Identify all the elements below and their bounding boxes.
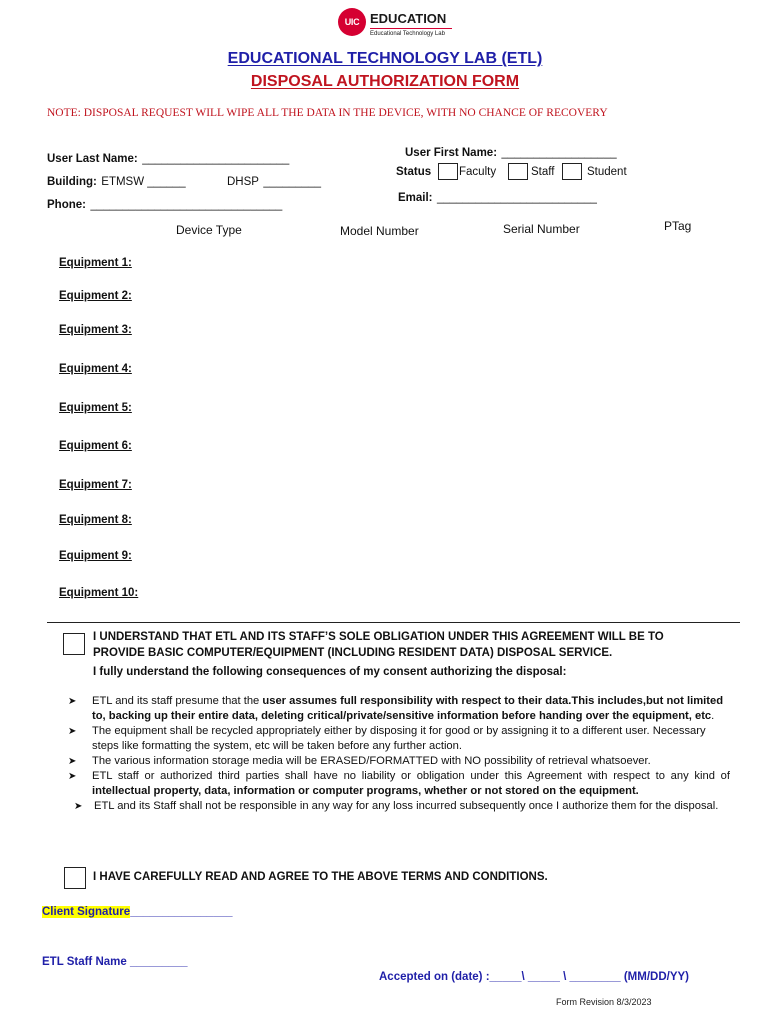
arrow-bullet-icon: ➤ [68, 756, 77, 767]
logo-subtitle: Educational Technology Lab [370, 31, 445, 37]
column-serial-number: Serial Number [503, 222, 580, 236]
status-faculty-label: Faculty [459, 166, 497, 178]
warning-note: NOTE: DISPOSAL REQUEST WILL WIPE ALL THE DATA IN THE DEVICE, WITH NO CHANCE OF RECOVERY [47, 107, 608, 119]
accepted-date-field[interactable]: Accepted on (date) :_____\ _____ \ ________ (MM/DD/YY) [379, 971, 689, 983]
last-name-blank[interactable]: _______________________ [142, 153, 290, 165]
email-label: Email: [398, 192, 433, 204]
etl-staff-name-blank[interactable]: _________ [129, 956, 188, 968]
building-field[interactable] [47, 172, 186, 190]
dhsp-field[interactable] [227, 172, 321, 190]
arrow-bullet-icon: ➤ [68, 696, 77, 707]
consequences-list [60, 694, 730, 814]
phone-field[interactable] [47, 195, 282, 213]
dhsp-label: DHSP [227, 176, 259, 188]
equipment-row-3[interactable]: Equipment 3: [59, 324, 132, 336]
equipment-row-1[interactable]: Equipment 1: [59, 257, 132, 269]
status-staff-checkbox[interactable] [508, 163, 528, 180]
etl-staff-name-field[interactable] [42, 956, 188, 968]
email-blank[interactable]: _________________________ [436, 192, 597, 204]
etl-staff-name-label: ETL Staff Name [42, 956, 127, 968]
first-name-field[interactable] [405, 143, 617, 161]
equipment-row-8[interactable]: Equipment 8: [59, 514, 132, 526]
equipment-row-5[interactable]: Equipment 5: [59, 402, 132, 414]
first-name-label: User First Name: [405, 147, 498, 159]
arrow-bullet-icon: ➤ [74, 801, 83, 812]
column-ptag: PTag [664, 219, 692, 233]
last-name-label: User Last Name: [47, 153, 138, 165]
last-name-field[interactable] [47, 149, 289, 167]
equipment-row-7[interactable]: Equipment 7: [59, 479, 132, 491]
first-name-blank[interactable]: __________________ [501, 147, 617, 159]
status-faculty-checkbox[interactable] [438, 163, 458, 180]
email-field[interactable] [398, 188, 597, 206]
consequence-item: ➤ ETL staff or authorized third parties shall have no liability or obligation under this Agreement with respect to any kind of intellectual property, data, information or computer programs, whether or not stored on the equipment. [68, 770, 730, 797]
column-device-type: Device Type [176, 223, 242, 237]
dhsp-blank[interactable]: _________ [263, 176, 321, 188]
obligation-heading-line2: PROVIDE BASIC COMPUTER/EQUIPMENT (INCLUDING RESIDENT DATA) DISPOSAL SERVICE. [93, 647, 613, 659]
form-title: EDUCATIONAL TECHNOLOGY LAB (ETL) [227, 50, 543, 67]
status-staff-label: Staff [531, 166, 555, 178]
equipment-row-4[interactable]: Equipment 4: [59, 363, 132, 375]
column-model-number: Model Number [340, 224, 419, 238]
uic-logo-badge: UIC [338, 8, 366, 36]
obligation-checkbox[interactable] [63, 633, 85, 655]
obligation-heading-line1: I UNDERSTAND THAT ETL AND ITS STAFF’S SOLE OBLIGATION UNDER THIS AGREEMENT WILL BE TO [93, 631, 664, 643]
consequence-item: ➤ ETL and its Staff shall not be responsible in any way for any loss incurred subsequently once I authorize them for the disposal. [74, 800, 719, 812]
client-signature-blank[interactable]: ________________ [130, 906, 233, 918]
form-revision: Form Revision 8/3/2023 [556, 997, 652, 1007]
building-label: Building: [47, 176, 97, 188]
form-subtitle: DISPOSAL AUTHORIZATION FORM [250, 73, 520, 90]
status-student-checkbox[interactable] [562, 163, 582, 180]
consequence-item: ➤ The equipment shall be recycled appropriately either by disposing it for good or by assigning it to a different user. Necessary steps like formatting the system, etc will be taken before any further action. [68, 725, 706, 752]
consequence-item: ➤ The various information storage media will be ERASED/FORMATTED with NO possibility of retrieval whatsoever. [68, 755, 651, 767]
consequence-item: ➤ ETL and its staff presume that the user assumes full responsibility with respect to their data.This includes,but not limited to, backing up their entire data, deleting critical/private/sensitive information before handing over the equipment, etc. [68, 695, 724, 722]
equipment-row-2[interactable]: Equipment 2: [59, 290, 132, 302]
phone-label: Phone: [47, 199, 86, 211]
section-divider [47, 622, 740, 623]
building-value[interactable]: ETMSW ______ [101, 176, 186, 188]
equipment-row-10[interactable]: Equipment 10: [59, 587, 139, 599]
phone-blank[interactable]: ______________________________ [90, 199, 283, 211]
status-label: Status [396, 166, 432, 178]
equipment-row-6[interactable]: Equipment 6: [59, 440, 132, 452]
equipment-row-9[interactable]: Equipment 9: [59, 550, 132, 562]
status-student-label: Student [587, 166, 627, 178]
logo-divider [370, 28, 452, 29]
agree-terms-checkbox[interactable] [64, 867, 86, 889]
arrow-bullet-icon: ➤ [68, 771, 77, 782]
client-signature-field[interactable] [42, 906, 233, 918]
client-signature-label: Client Signature [42, 906, 131, 918]
agree-terms-label: I HAVE CAREFULLY READ AND AGREE TO THE ABOVE TERMS AND CONDITIONS. [93, 871, 548, 883]
logo-title: EDUCATION [370, 11, 447, 26]
arrow-bullet-icon: ➤ [68, 726, 77, 737]
consequences-intro: I fully understand the following consequences of my consent authorizing the disposal: [93, 666, 567, 678]
